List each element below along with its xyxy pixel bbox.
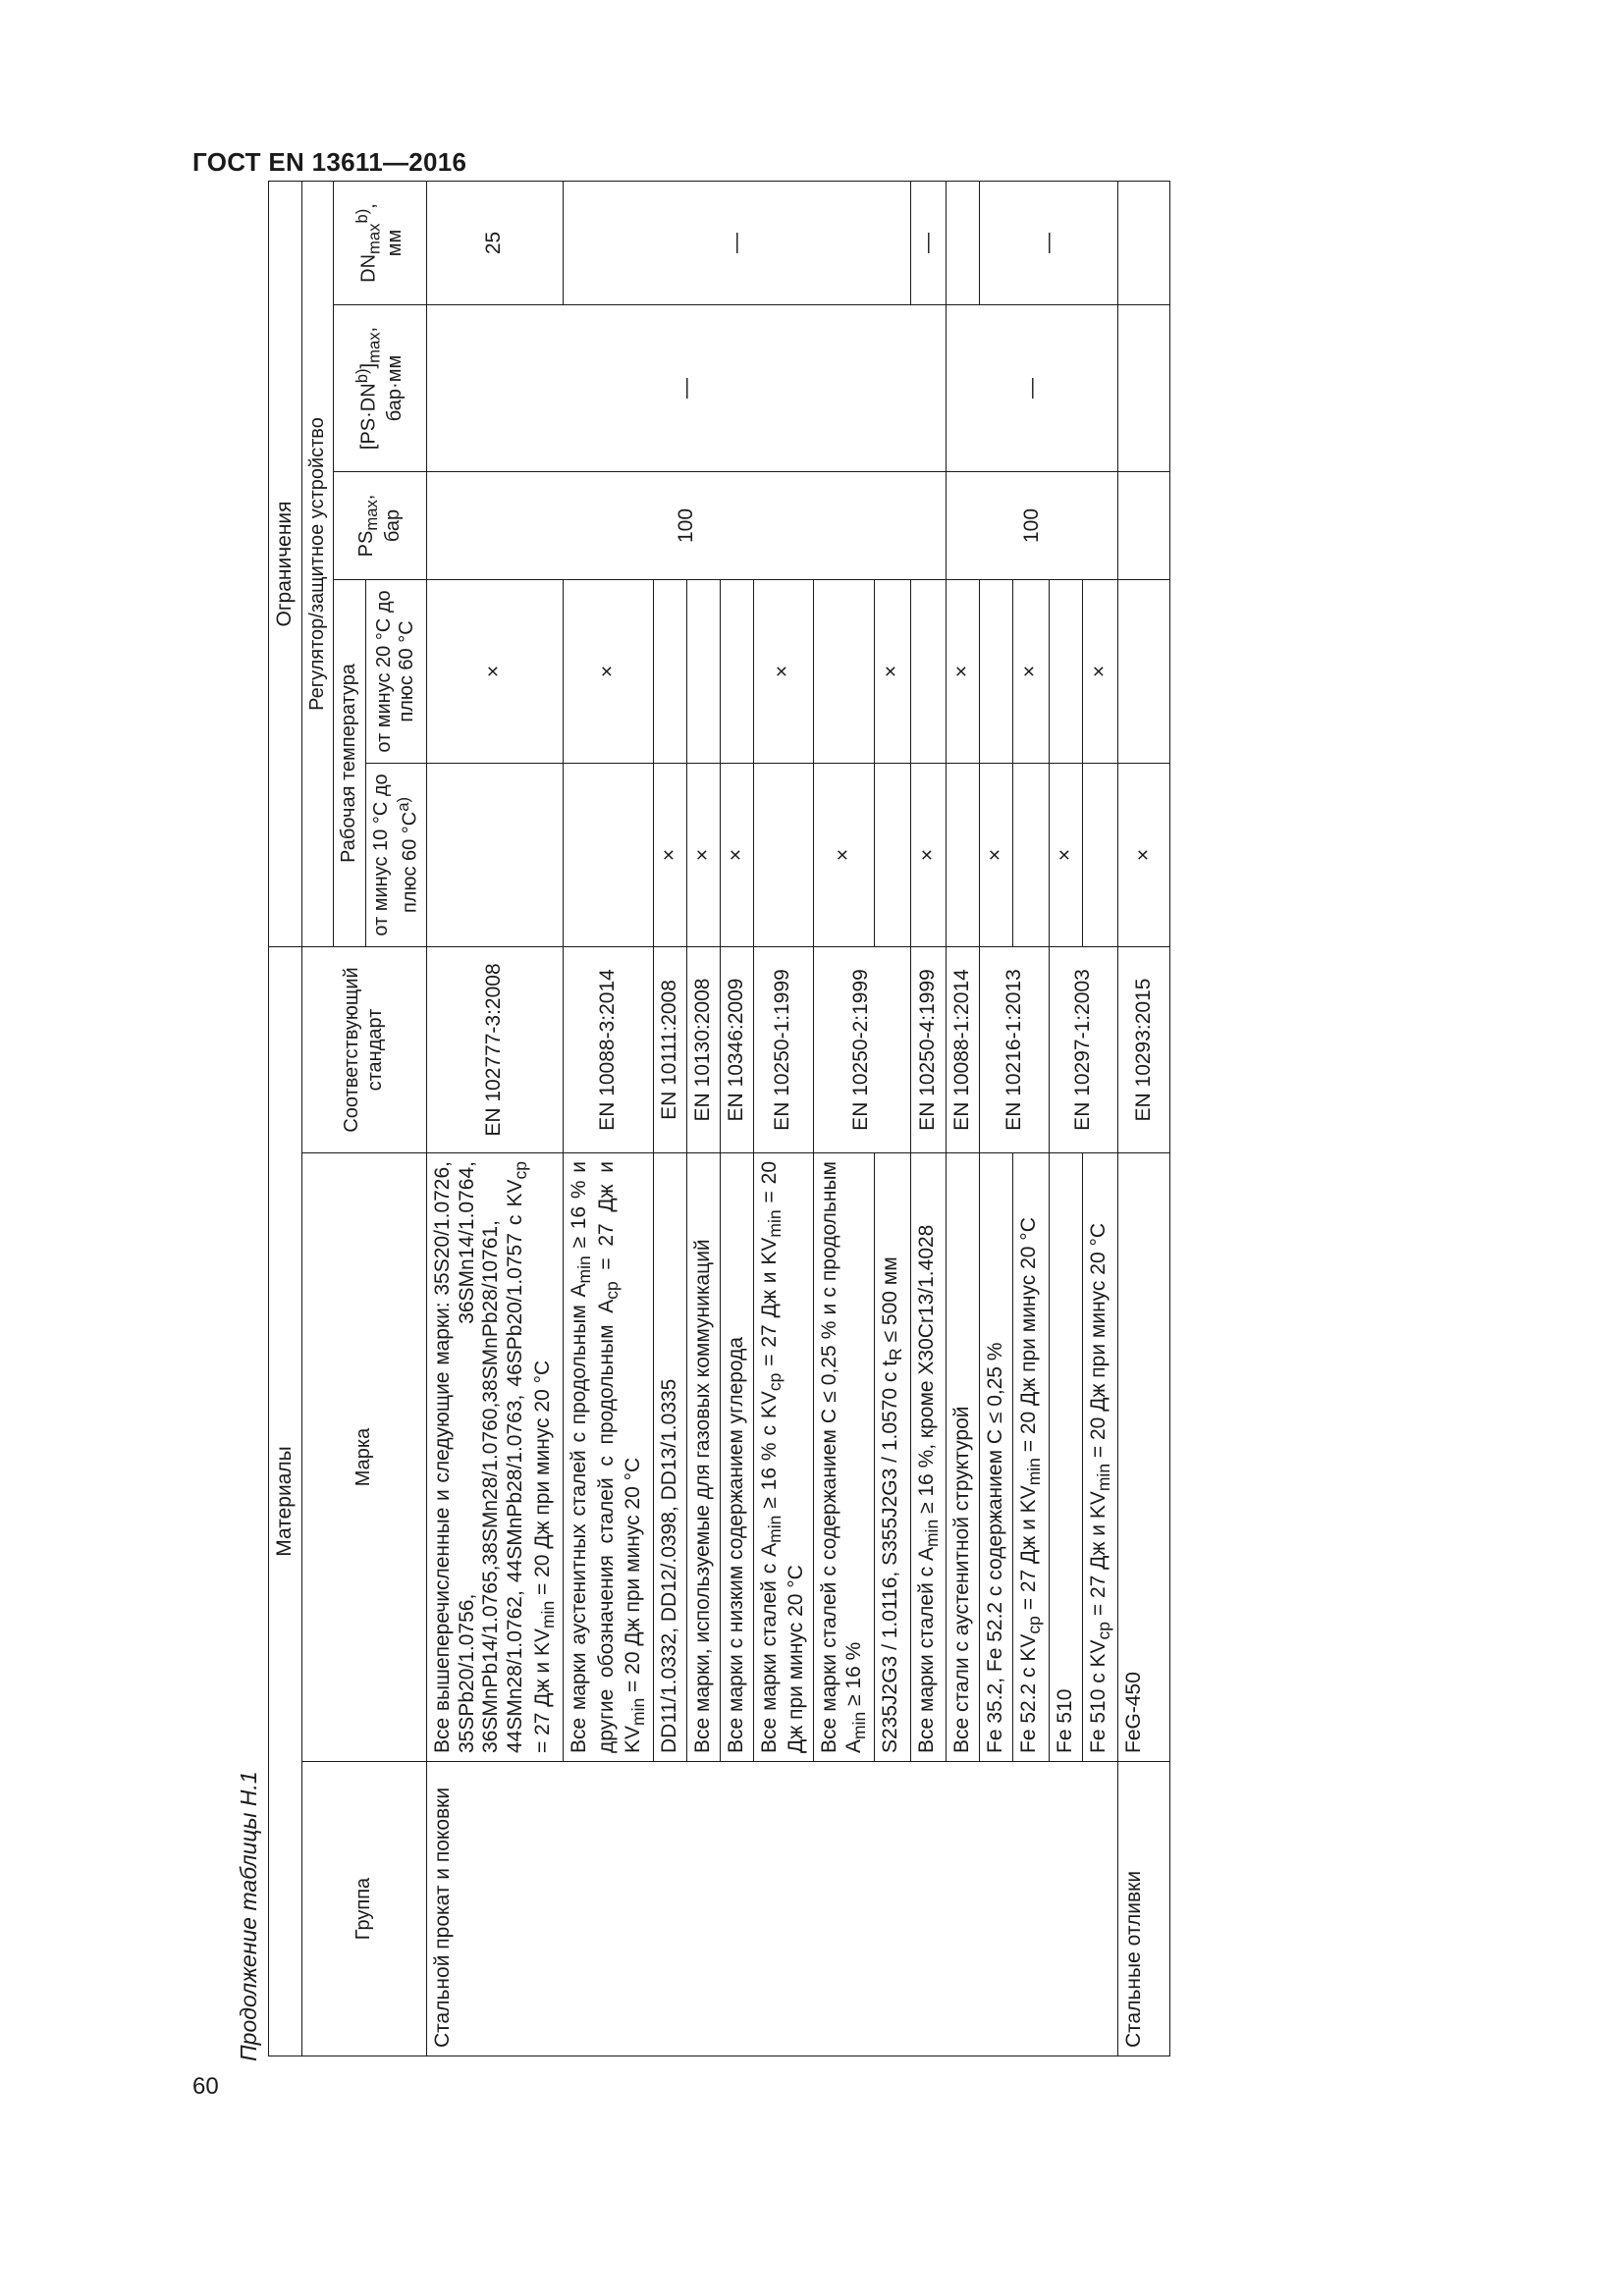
- temp-b-cell: ×: [947, 579, 980, 763]
- temp-a-cell: [753, 763, 814, 946]
- rotated-table-area: [229, 203, 1446, 2061]
- header-regulator: Регулятор/защитное устройство: [301, 181, 334, 946]
- dn-max-cell: [1118, 181, 1170, 304]
- header-psdn-max: $[PS\cdot DN^{b)}]_{max}$, бар·мм: [334, 304, 426, 471]
- dn-max-cell: —: [980, 181, 1118, 304]
- header-temp-minus20: от минус 20 °С до плюс 60 °С: [365, 579, 426, 763]
- header-dn-max: $DN_{max}^{b)}$, мм: [334, 181, 426, 304]
- header-mark: Марка: [301, 1153, 426, 1762]
- temp-a-cell: ×: [814, 763, 875, 946]
- ps-max-cell: 100: [947, 471, 1118, 579]
- temp-a-cell: [1082, 763, 1118, 946]
- dn-max-cell: —: [563, 181, 910, 304]
- ps-max-cell: [1118, 471, 1170, 579]
- temp-b-cell: ×: [1012, 579, 1049, 763]
- temp-a-cell: [1012, 763, 1049, 946]
- mark-cell: Все марки, используемые для газовых коммуникаций: [687, 1153, 721, 1762]
- temp-b-cell: [814, 579, 875, 763]
- temp-b-cell: ×: [753, 579, 814, 763]
- psdn-max-cell: [1118, 304, 1170, 471]
- mark-cell: FeG-450: [1118, 1153, 1170, 1762]
- temp-b-cell: [1049, 579, 1082, 763]
- mark-cell: Все марки с низким содержанием углерода: [720, 1153, 753, 1762]
- temp-a-cell: [426, 763, 563, 946]
- header-temp-minus10: от минус 10 °С до плюс 60 $^\circ С^{a)}$: [365, 763, 426, 946]
- standard-cell: EN 10346:2009: [720, 946, 753, 1152]
- ps-max-cell: 100: [426, 471, 947, 579]
- temp-a-cell: [874, 763, 910, 946]
- temp-b-cell: ×: [426, 579, 563, 763]
- standard-cell: EN 10216-1:2013: [980, 946, 1050, 1152]
- temp-a-cell: ×: [1118, 763, 1170, 946]
- header-limits: Ограничения: [269, 181, 302, 946]
- standard-cell: EN 10250-1:1999: [753, 946, 814, 1152]
- psdn-max-cell: —: [947, 304, 1118, 471]
- header-work-temp: Рабочая температура: [334, 579, 366, 946]
- mark-cell: Все вышеперечисленные и следующие марки: 35S20/1.0726, 35SPb20/1.0756, 36SMn14/1.0764, 36SMnPb14/1.0765,38SMn28/1.0760,38SMnPb28/10761, 44SMn28/1.0762, 44SMnPb28/1.0763, 46SPb20/1.0757 с $KV_{ср} = 27$ Дж и $KV_{min} = 20$ Дж при минус 20 °С: [426, 1153, 563, 1762]
- standard-cell: EN 10297-1:2003: [1049, 946, 1118, 1152]
- temp-b-cell: [654, 579, 687, 763]
- dn-max-cell: —: [910, 181, 947, 304]
- temp-b-cell: [1118, 579, 1170, 763]
- mark-cell: Fe 510: [1049, 1153, 1082, 1762]
- group-steel-rolled: Стальной прокат и поковки: [426, 1762, 1118, 2056]
- mark-cell: S235J2G3 / 1.0116, S355J2G3 / 1.0570 с $t_R \le 500$ мм: [874, 1153, 910, 1762]
- temp-b-cell: [980, 579, 1013, 763]
- psdn-max-cell: —: [426, 304, 947, 471]
- standard-cell: EN 10111:2008: [654, 946, 687, 1152]
- temp-b-cell: [687, 579, 721, 763]
- temp-a-cell: ×: [654, 763, 687, 946]
- dn-max-cell: 25: [426, 181, 563, 304]
- table-row: [1118, 181, 1170, 2056]
- table-caption: Продолжение таблицы Н.1: [236, 1771, 261, 2061]
- temp-a-cell: [947, 763, 980, 946]
- mark-cell: Все стали с аустенитной структурой: [947, 1153, 980, 1762]
- standard-cell: EN 10088-1:2014: [947, 946, 980, 1152]
- temp-a-cell: ×: [910, 763, 947, 946]
- temp-a-cell: ×: [720, 763, 753, 946]
- mark-cell: Все марки сталей с $A_{min} \ge 16$ %, кроме X30Cr13/1.4028: [910, 1153, 947, 1762]
- standard-cell: EN 10130:2008: [687, 946, 721, 1152]
- temp-b-cell: [720, 579, 753, 763]
- dn-max-cell: [947, 181, 980, 304]
- mark-cell: DD11/1.0332, DD12/.0398, DD13/1.0335: [654, 1153, 687, 1762]
- header-materials: Материалы: [269, 946, 302, 2056]
- mark-cell: Все марки сталей с содержанием С ≤ 0,25 % и с продольным $A_{min} \ge 16$ %: [814, 1153, 875, 1762]
- temp-a-cell: ×: [980, 763, 1013, 946]
- mark-cell: Все марки сталей с $A_{min} \ge 16$ % с $KV_{ср} = 27$ Дж и $KV_{min} = 20$ Дж при минус 20 °С: [753, 1153, 814, 1762]
- page-number: 60: [192, 2073, 219, 2100]
- mark-cell: Fe 35.2, Fe 52.2 с содержанием С ≤ 0,25 %: [980, 1153, 1013, 1762]
- mark-cell: Fe 510 с $KV_{ср} = 27$ Дж и $KV_{min} = 20$ Дж при минус 20 °С: [1082, 1153, 1118, 1762]
- table-row: [426, 181, 563, 2056]
- temp-b-cell: [910, 579, 947, 763]
- temp-a-cell: ×: [687, 763, 721, 946]
- temp-b-cell: ×: [1082, 579, 1118, 763]
- temp-a-cell: [563, 763, 653, 946]
- header-standard: Соответствующий стандарт: [301, 946, 426, 1152]
- standard-cell: EN 102777-3:2008: [426, 946, 563, 1152]
- group-steel-cast: Стальные отливки: [1118, 1762, 1170, 2056]
- materials-table: [268, 181, 1170, 2056]
- temp-b-cell: ×: [874, 579, 910, 763]
- temp-a-cell: ×: [1049, 763, 1082, 946]
- standard-cell: EN 10250-2:1999: [814, 946, 910, 1152]
- temp-b-cell: ×: [563, 579, 653, 763]
- header-group: Группа: [301, 1762, 426, 2056]
- header-ps-max: $PS_{max}$, бар: [334, 471, 426, 579]
- standard-cell: EN 10088-3:2014: [563, 946, 653, 1152]
- mark-cell: Все марки аустенитных сталей с продольным $A_{min} \ge 16$ % и другие обозначения сталей с продольным $A_{ср} = 27$ Дж и $KV_{min} = 20$ Дж при минус 20 °С: [563, 1153, 653, 1762]
- standard-cell: EN 10250-4:1999: [910, 946, 947, 1152]
- mark-cell: Fe 52.2 с $KV_{ср} = 27$ Дж и $KV_{min} = 20$ Дж при минус 20 °С: [1012, 1153, 1049, 1762]
- standard-cell: EN 10293:2015: [1118, 946, 1170, 1152]
- document-header: ГОСТ EN 13611—2016: [192, 147, 467, 177]
